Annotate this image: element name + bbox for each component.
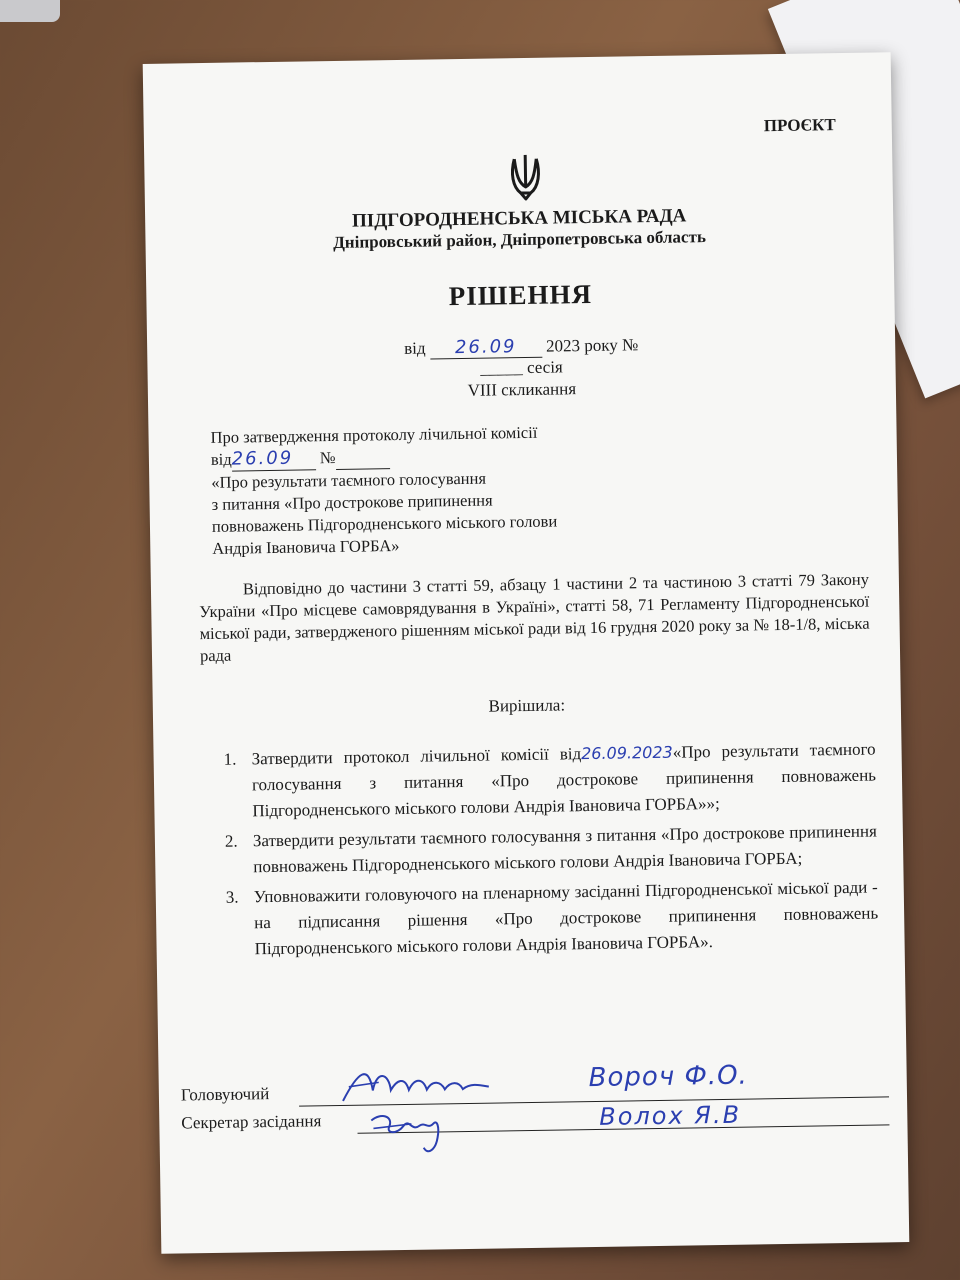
item-text: Затвердити протокол лічильної комісії від bbox=[251, 744, 582, 769]
decision-date-field bbox=[430, 336, 542, 360]
subject-line: Про затвердження протоколу лічильної комісії bbox=[210, 422, 538, 447]
decision-item-1 bbox=[223, 737, 876, 825]
subject-line: Андрія Івановича ГОРБА» bbox=[212, 535, 400, 558]
decision-subject bbox=[210, 421, 592, 560]
desk-object bbox=[0, 0, 60, 22]
year-number-label: 2023 року № bbox=[545, 335, 639, 356]
item-text: Уповноважити головуючого на пленарному засіданні Підгородненської міської ради - на підписання рішення «Про дострокове припинення повноважень Підгородненського міського голови Андрія Івановича ГОРБА». bbox=[253, 877, 879, 959]
chair-label: Головуючий bbox=[180, 1084, 270, 1105]
item-number: 2. bbox=[224, 831, 238, 851]
decision-items bbox=[223, 737, 878, 963]
item-date-handwritten: 26.09.2023 bbox=[581, 742, 673, 764]
item-text: Затвердити результати таємного голосування з питання «Про дострокове припинення повноважень Підгородненського міського голови Андрія Івановича ГОРБА; bbox=[252, 821, 877, 877]
subject-line: повноважень Підгородненського міського голови bbox=[211, 511, 558, 536]
draft-label: ПРОЄКТ bbox=[763, 115, 836, 136]
decision-item-3 bbox=[226, 875, 879, 963]
district-name: Дніпровський район, Дніпропетровська область bbox=[333, 227, 707, 252]
subject-date-field bbox=[232, 447, 316, 471]
document-sheet bbox=[143, 52, 910, 1254]
council-name: ПІДГОРОДНЕНСЬКА МІСЬКА РАДА bbox=[351, 205, 687, 232]
secretary-name-handwritten: Волох Я.В bbox=[599, 1100, 742, 1131]
session-label: сесія bbox=[526, 357, 563, 377]
subject-line: «Про результати таємного голосування bbox=[211, 468, 487, 492]
chair-name-handwritten: Вороч Ф.О. bbox=[588, 1060, 749, 1094]
subject-date-handwritten: 26.09 bbox=[231, 447, 294, 470]
secretary-signature-row bbox=[181, 1102, 891, 1133]
subject-number-field bbox=[335, 446, 389, 470]
item-number: 3. bbox=[225, 887, 239, 907]
subject-number-label: № bbox=[319, 447, 336, 468]
coat-of-arms-icon bbox=[508, 153, 543, 204]
document-title: РІШЕННЯ bbox=[448, 278, 593, 312]
subject-from-label: від bbox=[210, 449, 232, 469]
preamble-paragraph: Відповідно до частини 3 статті 59, абзацу 1 частини 2 та частиною 3 статті 79 Закону України «Про місцеве самоврядування в Україні», статті 58, 71 Регламенту Підгородненської міської ради, затвердженого рішенням міської ради від 16 грудня 2020 року за № 18-1/8, міська рада bbox=[199, 569, 870, 666]
chair-signature-row bbox=[181, 1074, 891, 1105]
decision-date-handwritten: 26.09 bbox=[454, 336, 517, 359]
from-label: від bbox=[403, 338, 426, 358]
convocation: VIII скликання bbox=[467, 379, 577, 400]
decision-item-2 bbox=[225, 819, 878, 881]
item-text: «Про результати таємного голосування з питання «Про дострокове припинення повноважень Підгородненського міського голови Андрія Івановича ГОРБА»»; bbox=[251, 739, 877, 821]
resolved-heading: Вирішила: bbox=[488, 695, 566, 716]
secretary-signature-icon bbox=[367, 1097, 458, 1158]
subject-line: з питання «Про дострокове припинення bbox=[211, 490, 493, 514]
item-number: 1. bbox=[223, 749, 237, 769]
secretary-label: Секретар засідання bbox=[181, 1111, 322, 1133]
session-blank: _____ bbox=[480, 358, 523, 378]
